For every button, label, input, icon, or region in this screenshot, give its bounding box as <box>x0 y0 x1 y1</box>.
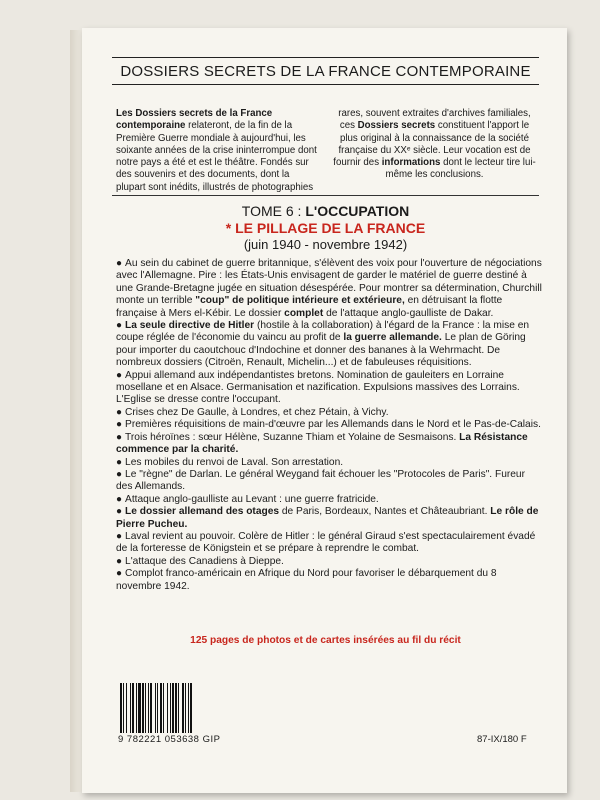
price-code: 87-IX/180 F <box>477 734 527 745</box>
list-item <box>116 469 542 494</box>
list-item <box>116 419 542 431</box>
intro-bold: Les Dossiers secrets de la France contemporaine <box>116 108 273 132</box>
item-text: Les mobiles du renvoi de Laval. Son arrestation. <box>125 456 344 468</box>
barcode-bar <box>123 683 124 733</box>
barcode-bar <box>142 683 144 733</box>
item-bold-text: La seule directive de Hitler <box>125 320 255 332</box>
item-text: Le "règne" de Darlan. Le général Weygand fait échouer les "Protocoles de Paris". Fureur des Allemands. <box>116 468 525 493</box>
series-title: DOSSIERS SECRETS DE LA FRANCE CONTEMPORAINE <box>112 57 539 85</box>
list-item <box>116 457 542 469</box>
list-item <box>116 370 542 407</box>
barcode-bar <box>120 683 122 733</box>
barcode-bar <box>145 683 146 733</box>
barcode-bar <box>185 683 186 733</box>
item-text: Complot franco-américain en Afrique du Nord pour favoriser le débarquement du 8 novembre 1942. <box>116 568 497 592</box>
item-bold-text: Le rôle de Pierre Pucheu. <box>116 506 539 530</box>
item-text: Au sein du cabinet de guerre britannique, s'élèvent des voix pour l'ouverture de négociations avec l'Allemagne. Pire : les États-Unis envisagent de garder le matériel de guerre destiné à une Grande-Bretagne jugée en situation désespérée. Pour montrer sa détermination, Churchill monte un terrible <box>116 258 542 307</box>
tome-name: L'OCCUPATION <box>305 203 410 219</box>
item-text: Le plan de Göring pour importer du caoutchouc d'Indochine et donner des bananes à la Wehrmacht. De nombreux dossiers (Citroën, Renault, Michelin...) et de fabuleuses réquisitions. <box>116 332 526 369</box>
intro-text: relateront, de la fin de la Première Guerre mondiale à aujourd'hui, les soixante années de la crise ininterrompue dont notre pays a été et est le théâtre. Fondés sur des souvenirs et des documents, dont la plupart sont inédits, illustrés de photographies <box>116 120 317 193</box>
contents-list <box>116 258 542 593</box>
barcode-bar <box>175 683 177 733</box>
item-text: Trois héroïnes : sœur Hélène, Suzanne Thiam et Yolaine de Sesmaisons. <box>125 431 460 443</box>
bullet-icon: ● <box>116 369 123 381</box>
bullet-icon: ● <box>116 530 123 542</box>
item-text: Premières réquisitions de main-d'œuvre par les Allemands dans le Nord et le Pas-de-Calais. <box>125 419 541 431</box>
barcode-bar <box>130 683 131 733</box>
intro-text: rares, souvent extraites d'archives familiales, ces <box>338 108 531 132</box>
item-text: Crises chez De Gaulle, à Londres, et chez Pétain, à Vichy. <box>125 406 389 418</box>
barcode-bar <box>148 683 149 733</box>
list-item <box>116 258 542 320</box>
barcode-bar <box>157 683 158 733</box>
bullet-icon: ● <box>116 555 123 567</box>
intro-bold: informations <box>381 157 441 169</box>
bullet-icon: ● <box>116 468 123 480</box>
item-text: en détruisant la flotte française à Mers el-Kébir. Le dossier <box>116 295 503 319</box>
barcode-bar <box>182 683 184 733</box>
barcode-bar <box>170 683 171 733</box>
barcode-bar <box>172 683 174 733</box>
item-bold-text: La Résistance commence par la charité. <box>116 431 528 456</box>
bullet-icon: ● <box>116 258 123 269</box>
bullet-icon: ● <box>116 419 123 431</box>
item-text: (hostile à la collaboration) à l'égard de la France : la mise en coupe réglée de l'économie du vaincu au profit de <box>116 320 530 344</box>
barcode-bar <box>178 683 179 733</box>
barcode-graphic <box>118 683 238 733</box>
item-text: L'attaque des Canadiens à Dieppe. <box>125 555 284 567</box>
bullet-icon: ● <box>116 493 123 505</box>
item-bold-text: complet <box>284 307 324 319</box>
bullet-icon: ● <box>116 456 123 468</box>
intro-text: constituent l'apport le plus original à la connaissance de la société française du XXᵉ siècle. Leur vocation est de fournir des <box>333 120 531 169</box>
bullet-icon: ● <box>116 506 123 518</box>
list-item <box>116 531 542 556</box>
barcode-bar <box>163 683 164 733</box>
list-item <box>116 320 542 370</box>
tome-dates: (juin 1940 - novembre 1942) <box>243 237 408 252</box>
list-item <box>116 506 542 531</box>
intro-left-column <box>116 108 321 194</box>
barcode-bar <box>190 683 192 733</box>
item-text: Laval revient au pouvoir. Colère de Hitler : le général Giraud s'est spectaculairement évadé de la forteresse de Königstein et se prépare à reprendre le combat. <box>116 530 536 555</box>
intro-bold: Dossiers secrets <box>357 120 436 132</box>
intro-text: dont le lecteur tire lui-même les conclusions. <box>385 157 536 181</box>
item-bold-text: la guerre allemande. <box>343 332 442 344</box>
barcode-bar <box>160 683 162 733</box>
list-item <box>116 568 542 593</box>
tome-prefix: TOME 6 : <box>241 203 306 219</box>
barcode-bar <box>136 683 137 733</box>
intro-right-column <box>332 108 537 182</box>
bullet-icon: ● <box>116 568 123 580</box>
barcode-bar <box>138 683 141 733</box>
bullet-icon: ● <box>116 320 123 332</box>
tome-title <box>112 203 539 219</box>
bullet-icon: ● <box>116 431 123 443</box>
tome-subtitle: * LE PILLAGE DE LA FRANCE <box>225 220 426 236</box>
barcode-bar <box>132 683 134 733</box>
list-item <box>116 556 542 568</box>
item-bold-text: Le dossier allemand des otages <box>125 506 280 518</box>
book-back-cover <box>82 28 567 793</box>
list-item <box>116 432 542 457</box>
list-item <box>116 407 542 419</box>
item-text: Appui allemand aux indépendantistes bretons. Nomination de gauleiters en Lorraine mosellane et en Alsace. Germanisation et nazification. Expulsions massives des Lorrains. L'Eglise se dresse contre l'occupant. <box>116 369 520 406</box>
item-text: Attaque anglo-gaulliste au Levant : une guerre fratricide. <box>125 493 379 505</box>
divider-rule <box>112 195 539 196</box>
barcode-bar <box>155 683 156 733</box>
barcode-bar <box>167 683 168 733</box>
isbn-number: 9 782221 053638 GIP <box>118 734 221 745</box>
bullet-icon: ● <box>116 406 123 418</box>
photos-note: 125 pages de photos et de cartes insérées au fil du récit <box>190 635 461 646</box>
barcode-bar <box>188 683 189 733</box>
item-bold-text: "coup" de politique intérieure et extérieure, <box>195 295 405 307</box>
list-item <box>116 494 542 506</box>
barcode-bar <box>150 683 152 733</box>
item-text: de Paris, Bordeaux, Nantes et Châteaubriant. <box>279 506 491 518</box>
item-text: de l'attaque anglo-gaulliste de Dakar. <box>323 307 494 319</box>
barcode-bar <box>126 683 127 733</box>
